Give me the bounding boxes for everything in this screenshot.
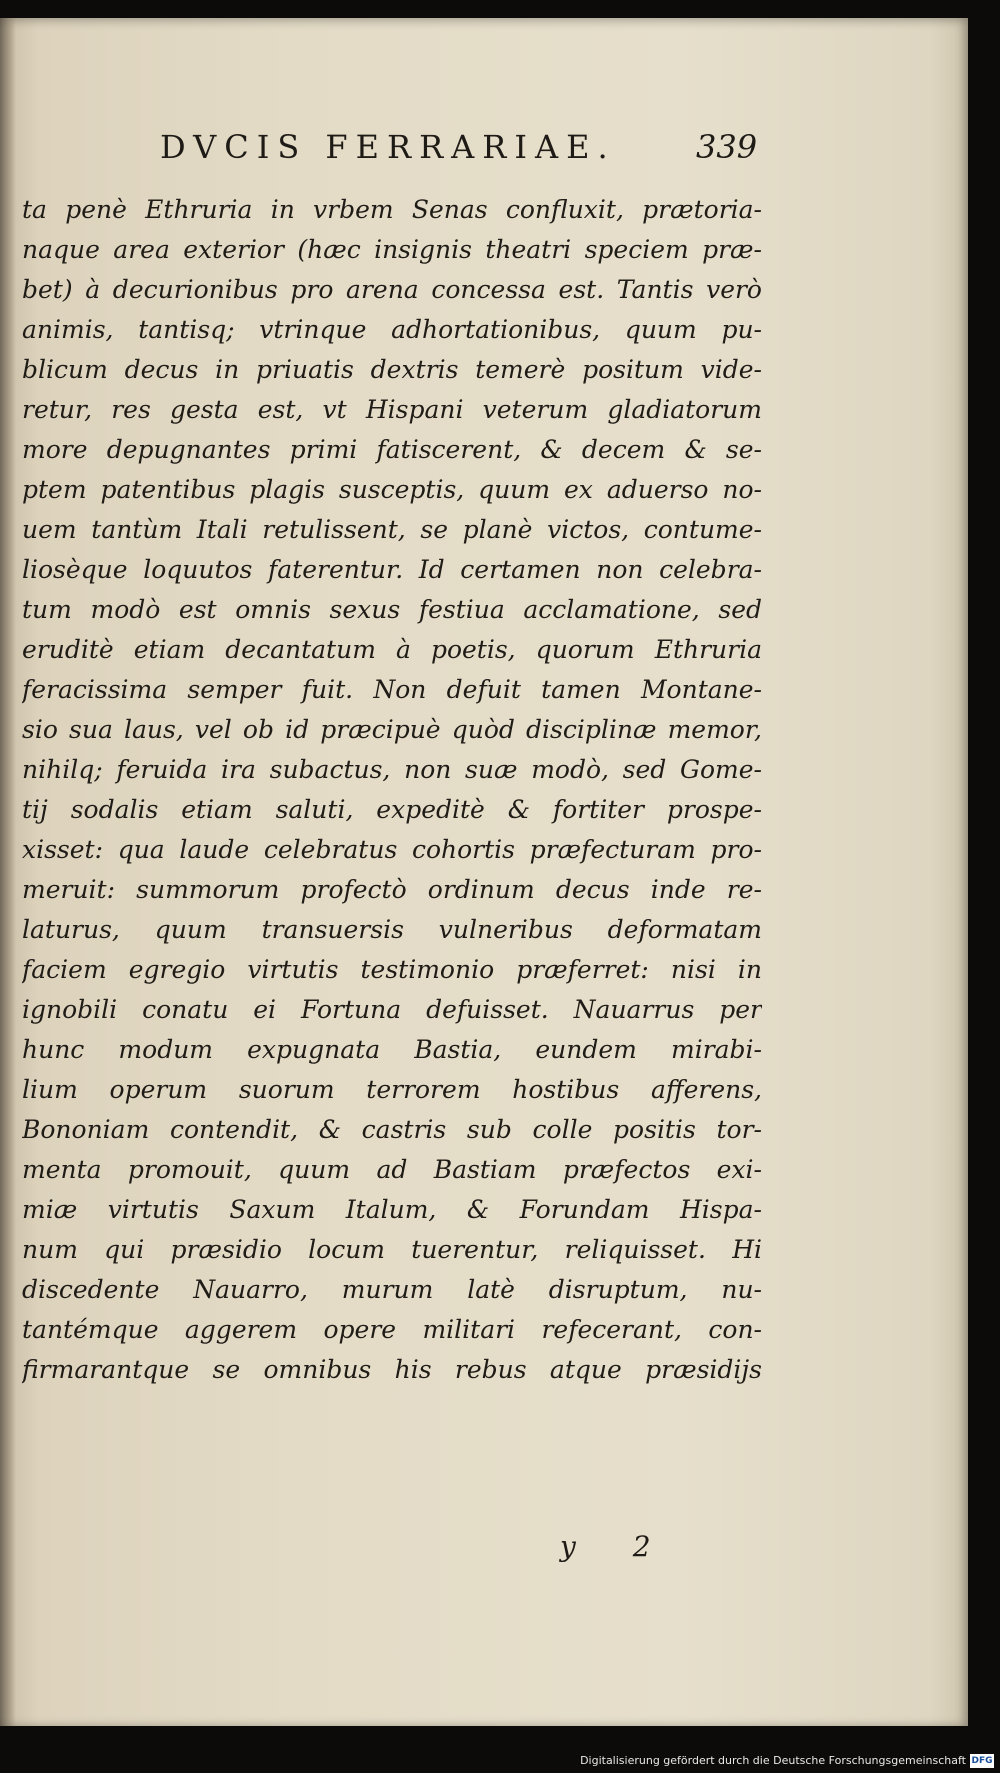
text-line: animis, tantisq; vtrinque adhortationibus, quum pu- xyxy=(22,315,762,344)
text-line: uem tantùm Itali retulissent, se planè victos, contume- xyxy=(22,515,762,544)
text-line: nihilq; feruida ira subactus, non suæ modò, sed Gome- xyxy=(22,755,762,784)
page-header xyxy=(0,118,968,178)
text-line: firmarantque se omnibus his rebus atque præsidijs xyxy=(22,1355,762,1384)
digitization-credit: Digitalisierung gefördert durch die Deutsche Forschungsgemeinschaft xyxy=(580,1754,966,1767)
text-line: sio sua laus, vel ob id præcipuè quòd disciplinæ memor, xyxy=(22,715,762,744)
text-line: faciem egregio virtutis testimonio præferret: nisi in xyxy=(22,955,762,984)
text-line: xisset: qua laude celebratus cohortis præfecturam pro- xyxy=(22,835,762,864)
text-line: liosèque loquutos faterentur. Id certamen non celebra- xyxy=(22,555,762,584)
text-line: discedente Nauarro, murum latè disruptum, nu- xyxy=(22,1275,762,1304)
text-line: more depugnantes primi fatiscerent, & decem & se- xyxy=(22,435,762,464)
text-line: blicum decus in priuatis dextris temerè positum vide- xyxy=(22,355,762,384)
text-line: retur, res gesta est, vt Hispani veterum gladiatorum xyxy=(22,395,762,424)
text-line: bet) à decurionibus pro arena concessa est. Tantis verò xyxy=(22,275,762,304)
dfg-logo: DFG xyxy=(971,1756,993,1766)
text-line: ptem patentibus plagis susceptis, quum ex aduerso no- xyxy=(22,475,762,504)
text-line: lium operum suorum terrorem hostibus afferens, xyxy=(22,1075,762,1104)
text-line: tij sodalis etiam saluti, expeditè & fortiter prospe- xyxy=(22,795,762,824)
text-line: ta penè Ethruria in vrbem Senas confluxit, prætoria- xyxy=(22,195,762,224)
text-line: num qui præsidio locum tuerentur, reliquisset. Hi xyxy=(22,1235,762,1264)
page-gutter-shadow xyxy=(0,18,16,1726)
text-line: laturus, quum transuersis vulneribus deformatam xyxy=(22,915,762,944)
text-line: naque area exterior (hæc insignis theatri speciem præ- xyxy=(22,235,762,264)
text-line: hunc modum expugnata Bastia, eundem mirabi- xyxy=(22,1035,762,1064)
running-head: DVCIS FERRARIAE. xyxy=(160,128,616,166)
text-line: eruditè etiam decantatum à poetis, quorum Ethruria xyxy=(22,635,762,664)
text-line: tantémque aggerem opere militari refecerant, con- xyxy=(22,1315,762,1344)
text-line: Bononiam contendit, & castris sub colle positis tor- xyxy=(22,1115,762,1144)
text-line: ignobili conatu ei Fortuna defuisset. Nauarrus per xyxy=(22,995,762,1024)
body-text xyxy=(22,190,762,1390)
text-line: feracissima semper fuit. Non defuit tamen Montane- xyxy=(22,675,762,704)
text-line: miæ virtutis Saxum Italum, & Forundam Hispa- xyxy=(22,1195,762,1224)
text-line: menta promouit, quum ad Bastiam præfectos exi- xyxy=(22,1155,762,1184)
book-page xyxy=(0,18,968,1726)
text-line: meruit: summorum profectò ordinum decus inde re- xyxy=(22,875,762,904)
text-line: tum modò est omnis sexus festiua acclamatione, sed xyxy=(22,595,762,624)
catchword: y 2 xyxy=(560,1530,675,1563)
page-number: 339 xyxy=(696,128,758,166)
